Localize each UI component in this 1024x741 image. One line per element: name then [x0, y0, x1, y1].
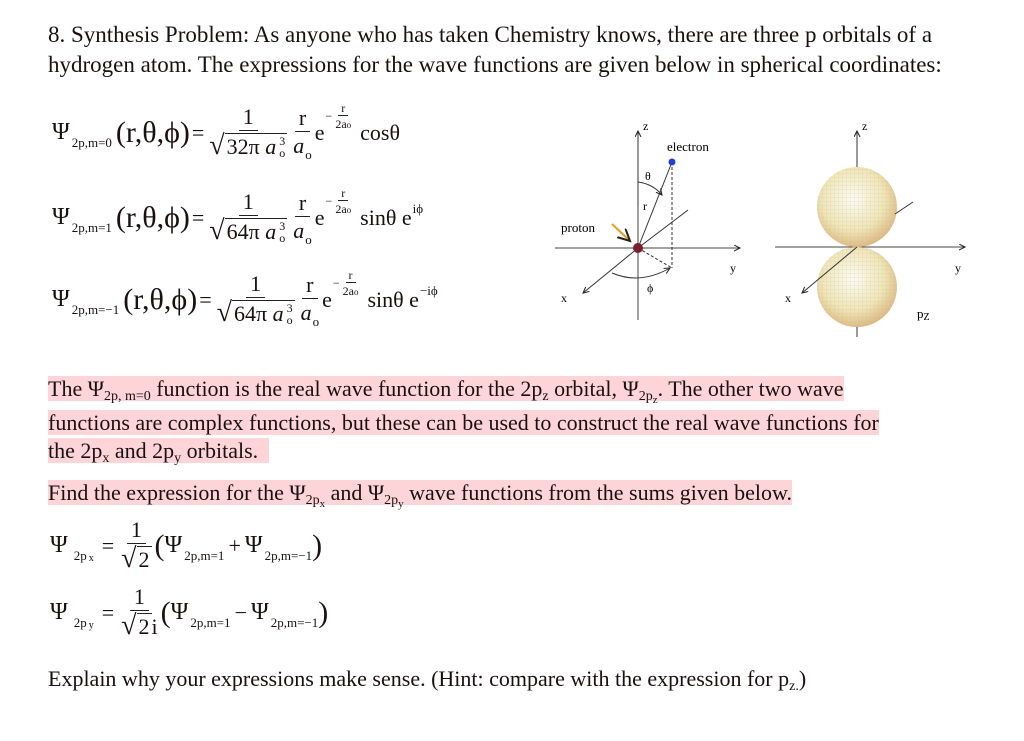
den-a-text: a	[265, 218, 277, 244]
e-text: e	[314, 119, 325, 145]
phi-arc	[612, 268, 670, 278]
args-text: (r,θ,ϕ)	[115, 200, 190, 234]
psi-text: Ψ	[52, 119, 70, 146]
paragraph-line-3: the 2px and 2py orbitals.	[48, 438, 269, 464]
den-sup-text: 3	[279, 133, 286, 148]
den-a-text: a	[272, 300, 284, 326]
electron-dot	[669, 159, 676, 166]
a-text: a	[293, 132, 305, 158]
sub-text: 2p	[73, 547, 87, 563]
a-sub-text: o	[305, 146, 312, 162]
theta-arc	[638, 182, 662, 195]
b-sub-text: 2p,m=−1	[264, 547, 313, 563]
den-text: 2	[138, 546, 150, 572]
psi-text: Ψ	[52, 286, 70, 313]
den-extra-text: i	[151, 613, 158, 639]
exp-sign-text: −	[332, 276, 340, 291]
orbital-x-label: x	[785, 291, 791, 305]
eq-text: =	[101, 599, 115, 625]
pz-orbital-figure	[775, 119, 965, 337]
combination-equation: Ψ 2p y = 1 √ 2 i ( Ψ 2p,m=1 − Ψ 2p,m=−1 )	[50, 584, 329, 642]
a-text: a	[293, 217, 305, 243]
orbital-y-label: y	[955, 261, 961, 275]
exp-den-text: 2a	[335, 116, 347, 131]
r-text: r	[295, 106, 310, 132]
subsub-text: y	[88, 620, 94, 632]
proton-arrow	[612, 224, 630, 241]
sub-text: 2p,m=−1	[71, 301, 120, 317]
x-axis	[583, 248, 638, 293]
eq-text: =	[191, 119, 205, 145]
r-label: r	[643, 199, 647, 213]
explain-line: Explain why your expressions make sense. (Hint: compare with the expression for pz.)	[48, 666, 807, 694]
y-label: y	[730, 261, 736, 275]
b-text: Ψ	[244, 532, 263, 559]
paragraph-line-2: functions are complex functions, but these can be used to construct the real wave functions for	[48, 410, 879, 435]
b-text: Ψ	[250, 599, 269, 626]
exp-den-text: 2a	[335, 201, 347, 216]
tail-text: sinθ e	[360, 204, 412, 230]
wavefunction-equation: Ψ 2p,m=−1 (r,θ,ϕ) = 1 √ 64π a 3 o $\frac{r}{a_o}$ e − $\frac{r}{2ao}$ sinθ e −iϕ	[52, 267, 438, 329]
exp-num-text: r	[338, 102, 348, 116]
op-text: +	[228, 532, 241, 558]
orbital-depth-axis	[895, 202, 913, 214]
tail-sup-text: iϕ	[412, 200, 424, 216]
den-coef-text: 64π	[226, 218, 260, 244]
eq-text: =	[191, 204, 205, 230]
den-sup-text: 3	[286, 300, 293, 315]
theta-label: θ	[645, 169, 651, 183]
num-text: 1	[239, 105, 258, 131]
r-text: r	[295, 191, 310, 217]
den-sub-text: o	[286, 312, 293, 327]
eq-text: =	[101, 532, 115, 558]
phi-label: ϕ	[647, 281, 654, 295]
num-text: 1	[239, 190, 258, 216]
tail-text: sinθ e	[367, 286, 419, 312]
a-text: Ψ	[164, 532, 183, 559]
args-text: (r,θ,ϕ)	[115, 115, 190, 149]
paragraph-line-4: Find the expression for the $\Psi 2p_x$ and $\Psi 2p_y$ wave functions from the sums given below.	[48, 480, 792, 510]
exp-num-text: r	[346, 269, 356, 283]
tail-text: cosθ	[360, 119, 401, 145]
a-sub-text: 2p,m=1	[190, 614, 231, 630]
a-sub-text: o	[312, 313, 320, 329]
upper-lobe-mesh	[817, 167, 897, 247]
den-sub-text: o	[279, 230, 286, 245]
e-text: e	[314, 204, 325, 230]
den-text: 2	[138, 613, 150, 639]
eq-text: =	[199, 286, 212, 312]
a-sub-text: 2p,m=1	[184, 547, 225, 563]
proton-label: proton	[561, 220, 595, 235]
x-label: x	[561, 291, 567, 305]
paragraph-line-1: The Ψ2p, m=0 function is the real wave function for the 2pz orbital, $\Psi 2p_z$. The other two wave	[48, 376, 844, 406]
a-text: a	[300, 299, 312, 325]
psi-text: Ψ	[50, 532, 68, 559]
sub-text: 2p,m=1	[71, 219, 112, 235]
b-sub-text: 2p,m=−1	[270, 614, 319, 630]
exp-den-sub-text: o	[353, 286, 359, 297]
r-text: r	[302, 273, 317, 299]
wavefunction-equation: Ψ 2p,m=0 (r,θ,ϕ) = 1 √ 32π a 3 o $\frac{r}{a_o}$ e − $\frac{r}{2ao}$ cosθ	[52, 100, 401, 162]
lower-lobe-mesh	[817, 247, 897, 327]
pz-label: pZ	[917, 306, 930, 323]
den-coef-text: 64π	[233, 300, 268, 326]
combination-equation: Ψ 2p x = 1 √ 2 ( Ψ 2p,m=1 + Ψ 2p,m=−1 )	[50, 517, 323, 575]
proton-dot	[633, 243, 643, 253]
op-text: −	[234, 599, 247, 625]
num-text: 1	[130, 585, 149, 611]
coordinate-diagram	[555, 110, 975, 340]
den-sup-text: 3	[279, 218, 286, 233]
exp-sign-text: −	[325, 194, 333, 209]
projection-line	[638, 248, 672, 268]
spherical-coordinates-figure	[555, 119, 740, 320]
exp-sign-text: −	[325, 109, 333, 124]
electron-label: electron	[667, 139, 709, 154]
psi-text: Ψ	[50, 599, 68, 626]
num-text: 1	[246, 272, 265, 298]
den-coef-text: 32π	[226, 133, 260, 159]
problem-line-1: 8. Synthesis Problem: As anyone who has taken Chemistry knows, there are three p orbitals of a	[48, 22, 933, 47]
exp-den-text: 2a	[342, 283, 354, 298]
tail-sup-text: −iϕ	[419, 282, 438, 298]
exp-num-text: r	[338, 187, 348, 201]
num-text: 1	[127, 518, 146, 544]
sub-text: 2p	[73, 614, 87, 630]
subsub-text: x	[88, 553, 94, 565]
exp-den-sub-text: o	[346, 119, 352, 130]
wavefunction-equation: Ψ 2p,m=1 (r,θ,ϕ) = 1 √ 64π a 3 o $\frac{r}{a_o}$ e − $\frac{r}{2ao}$ sinθ e iϕ	[52, 185, 424, 247]
e-text: e	[322, 286, 332, 312]
problem-line-2: hydrogen atom. The expressions for the wave functions are given below in spherical coordinates:	[48, 52, 942, 77]
psi-text: Ψ	[52, 204, 70, 231]
args-text: (r,θ,ϕ)	[123, 282, 198, 316]
den-sub-text: o	[279, 145, 286, 160]
a-sub-text: o	[305, 231, 312, 247]
den-a-text: a	[265, 133, 277, 159]
sub-text: 2p,m=0	[71, 134, 112, 150]
a-text: Ψ	[170, 599, 189, 626]
z-label: z	[643, 119, 649, 133]
exp-den-sub-text: o	[346, 204, 352, 215]
orbital-z-label: z	[862, 119, 868, 133]
